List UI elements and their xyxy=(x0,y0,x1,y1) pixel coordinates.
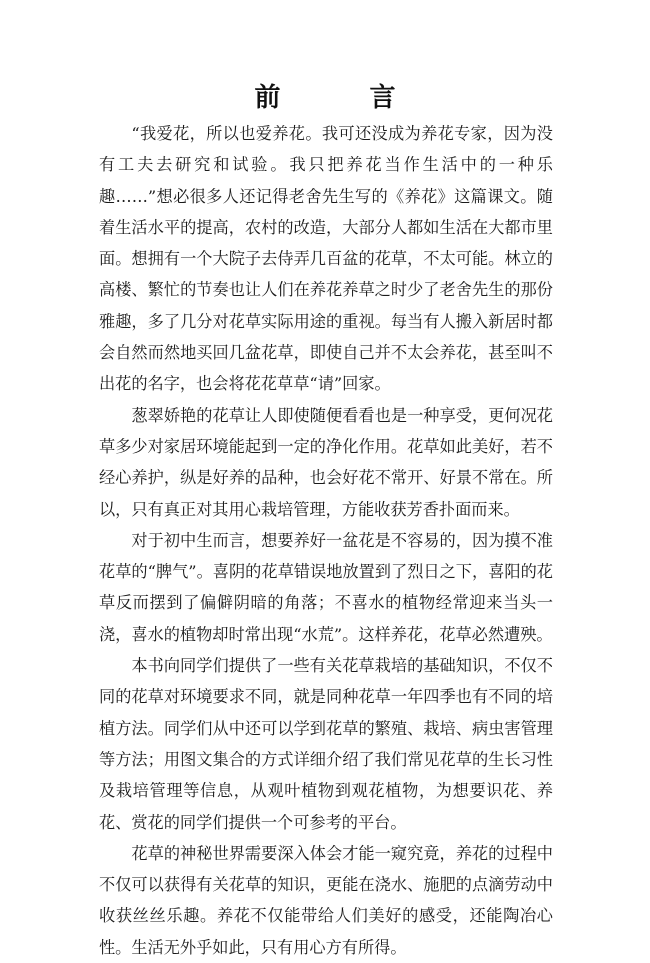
paragraph-5: 花草的神秘世界需要深入体会才能一窥究竟，养花的过程中不仅可以获得有关花草的知识，更能在浇水、施肥的点滴劳动中收获丝丝乐趣。养花不仅能带给人们美好的感受，还能陶冶心性。生活无外乎如此，只有用心方有所得。 xyxy=(99,843,553,957)
paragraph-1: “我爱花，所以也爱养花。我可还没成为养花专家，因为没有工夫去研究和试验。我只把养花当作生活中的一种乐趣……”想必很多人还记得老舍先生写的《养花》这篇课文。随着生活水平的提高，农村的改造，大部分人都如生活在大都市里面。想拥有一个大院子去侍弄几百盆的花草，不太可能。林立的高楼、繁忙的节奏也让人们在养花养草之时少了老舍先生的那份雅趣，多了几分对花草实际用途的重视。每当有人搬入新居时都会自然而然地买回几盆花草，即使自己并不太会养花，甚至叫不出花的名字，也会将花花草草“请”回家。 xyxy=(99,124,553,394)
paragraph-4: 本书向同学们提供了一些有关花草栽培的基础知识，不仅不同的花草对环境要求不同，就是同种花草一年四季也有不同的培植方法。同学们从中还可以学到花草的繁殖、栽培、病虫害管理等方法；用图文集合的方式详细介绍了我们常见花草的生长习性及栽培管理等信息，从观叶植物到观花植物，为想要识花、养花、赏花的同学们提供一个可参考的平台。 xyxy=(99,656,553,832)
paragraph-3: 对于初中生而言，想要养好一盆花是不容易的，因为摸不准花草的“脾气”。喜阴的花草错误地放置到了烈日之下，喜阳的花草反而摆到了偏僻阴暗的角落；不喜水的植物经常迎来当头一浇，喜水的植物却时常出现“水荒”。这样养花，花草必然遭殃。 xyxy=(99,530,553,644)
paragraph-2: 葱翠娇艳的花草让人即使随便看看也是一种享受，更何况花草多少对家居环境能起到一定的净化作用。花草如此美好，若不经心养护，纵是好养的品种，也会好花不常开、好景不常在。所以，只有真正对其用心栽培管理，方能收获芳香扑面而来。 xyxy=(99,405,553,519)
page-title: 前 言 xyxy=(254,83,436,113)
preface-body xyxy=(99,118,553,963)
